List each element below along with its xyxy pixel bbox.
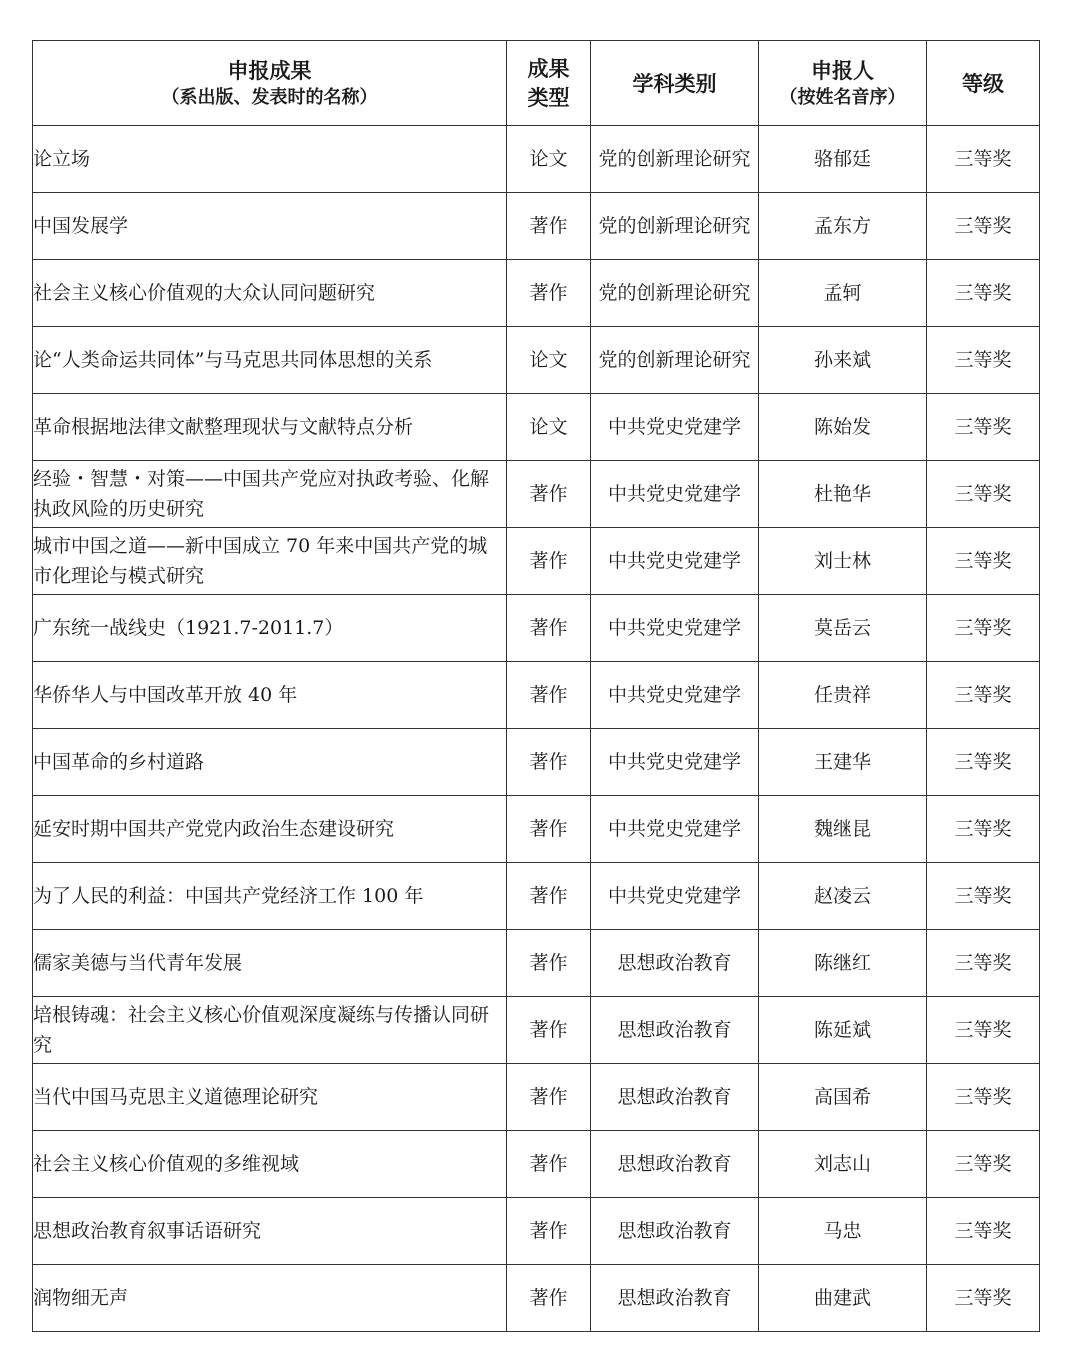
cell-grade: 三等奖 [927, 1198, 1040, 1265]
table-body [33, 126, 1040, 1332]
cell-grade: 三等奖 [927, 461, 1040, 528]
cell-title: 华侨华人与中国改革开放 40 年 [33, 662, 507, 729]
cell-type: 著作 [507, 796, 591, 863]
table-row [33, 327, 1040, 394]
header-applicant-sub: （按姓名音序） [779, 86, 906, 108]
cell-applicant: 孟轲 [759, 260, 927, 327]
cell-applicant: 赵凌云 [759, 863, 927, 930]
cell-type: 论文 [507, 327, 591, 394]
cell-grade: 三等奖 [927, 997, 1040, 1064]
cell-subject: 党的创新理论研究 [591, 260, 759, 327]
cell-applicant: 王建华 [759, 729, 927, 796]
cell-subject: 中共党史党建学 [591, 595, 759, 662]
cell-grade: 三等奖 [927, 126, 1040, 193]
cell-subject: 中共党史党建学 [591, 394, 759, 461]
table-row [33, 461, 1040, 528]
cell-title: 广东统一战线史（1921.7-2011.7） [33, 595, 507, 662]
cell-type: 著作 [507, 662, 591, 729]
cell-subject: 思想政治教育 [591, 997, 759, 1064]
cell-grade: 三等奖 [927, 1265, 1040, 1332]
cell-grade: 三等奖 [927, 1131, 1040, 1198]
cell-applicant: 刘士林 [759, 528, 927, 595]
header-title-main: 申报成果 [227, 57, 312, 83]
cell-type: 著作 [507, 1198, 591, 1265]
header-applicant-main: 申报人 [811, 57, 874, 83]
cell-grade: 三等奖 [927, 193, 1040, 260]
cell-subject: 思想政治教育 [591, 1131, 759, 1198]
cell-type: 著作 [507, 1131, 591, 1198]
cell-type: 著作 [507, 1064, 591, 1131]
table-row [33, 930, 1040, 997]
cell-grade: 三等奖 [927, 729, 1040, 796]
cell-type: 著作 [507, 1265, 591, 1332]
table-row [33, 662, 1040, 729]
cell-grade: 三等奖 [927, 595, 1040, 662]
cell-subject: 党的创新理论研究 [591, 327, 759, 394]
table-row [33, 528, 1040, 595]
cell-grade: 三等奖 [927, 1064, 1040, 1131]
cell-title: 论“人类命运共同体”与马克思共同体思想的关系 [33, 327, 507, 394]
cell-applicant: 孙来斌 [759, 327, 927, 394]
cell-type: 论文 [507, 394, 591, 461]
cell-applicant: 陈始发 [759, 394, 927, 461]
table-row [33, 863, 1040, 930]
cell-type: 著作 [507, 461, 591, 528]
cell-type: 著作 [507, 260, 591, 327]
cell-title: 为了人民的利益：中国共产党经济工作 100 年 [33, 863, 507, 930]
cell-subject: 党的创新理论研究 [591, 193, 759, 260]
cell-subject: 中共党史党建学 [591, 863, 759, 930]
cell-grade: 三等奖 [927, 863, 1040, 930]
cell-grade: 三等奖 [927, 662, 1040, 729]
cell-subject: 中共党史党建学 [591, 528, 759, 595]
cell-grade: 三等奖 [927, 930, 1040, 997]
header-subject: 学科类别 [591, 41, 759, 126]
cell-subject: 中共党史党建学 [591, 796, 759, 863]
table-row [33, 394, 1040, 461]
cell-grade: 三等奖 [927, 796, 1040, 863]
cell-type: 著作 [507, 528, 591, 595]
header-type-line2: 类型 [527, 85, 570, 110]
cell-type: 著作 [507, 729, 591, 796]
cell-title: 论立场 [33, 126, 507, 193]
cell-title: 润物细无声 [33, 1265, 507, 1332]
cell-applicant: 莫岳云 [759, 595, 927, 662]
cell-title: 社会主义核心价值观的多维视域 [33, 1131, 507, 1198]
cell-title: 社会主义核心价值观的大众认同问题研究 [33, 260, 507, 327]
header-title-sub: （系出版、发表时的名称） [161, 86, 378, 108]
cell-subject: 思想政治教育 [591, 1265, 759, 1332]
cell-grade: 三等奖 [927, 260, 1040, 327]
header-row [33, 41, 1040, 126]
cell-subject: 中共党史党建学 [591, 729, 759, 796]
table-header [33, 41, 1040, 126]
cell-type: 论文 [507, 126, 591, 193]
cell-title: 中国革命的乡村道路 [33, 729, 507, 796]
cell-applicant: 杜艳华 [759, 461, 927, 528]
table-row [33, 126, 1040, 193]
table-row [33, 1064, 1040, 1131]
header-type [507, 41, 591, 126]
cell-applicant: 陈延斌 [759, 997, 927, 1064]
cell-type: 著作 [507, 863, 591, 930]
header-grade: 等级 [927, 41, 1040, 126]
cell-title: 延安时期中国共产党党内政治生态建设研究 [33, 796, 507, 863]
cell-subject: 中共党史党建学 [591, 662, 759, 729]
cell-title: 当代中国马克思主义道德理论研究 [33, 1064, 507, 1131]
cell-applicant: 陈继红 [759, 930, 927, 997]
awards-table [32, 40, 1040, 1332]
cell-type: 著作 [507, 930, 591, 997]
cell-applicant: 任贵祥 [759, 662, 927, 729]
cell-applicant: 骆郁廷 [759, 126, 927, 193]
cell-type: 著作 [507, 595, 591, 662]
cell-title: 儒家美德与当代青年发展 [33, 930, 507, 997]
table-row [33, 1198, 1040, 1265]
header-type-line1: 成果 [527, 56, 570, 81]
table-row [33, 595, 1040, 662]
cell-grade: 三等奖 [927, 528, 1040, 595]
cell-applicant: 刘志山 [759, 1131, 927, 1198]
cell-title: 城市中国之道——新中国成立 70 年来中国共产党的城市化理论与模式研究 [33, 528, 507, 595]
cell-title: 中国发展学 [33, 193, 507, 260]
cell-title: 经验・智慧・对策——中国共产党应对执政考验、化解执政风险的历史研究 [33, 461, 507, 528]
cell-applicant: 魏继昆 [759, 796, 927, 863]
header-title [33, 41, 507, 126]
cell-grade: 三等奖 [927, 394, 1040, 461]
cell-subject: 思想政治教育 [591, 1198, 759, 1265]
cell-type: 著作 [507, 193, 591, 260]
table-row [33, 796, 1040, 863]
table-row [33, 260, 1040, 327]
cell-subject: 思想政治教育 [591, 930, 759, 997]
header-applicant [759, 41, 927, 126]
cell-applicant: 马忠 [759, 1198, 927, 1265]
cell-applicant: 高国希 [759, 1064, 927, 1131]
cell-subject: 中共党史党建学 [591, 461, 759, 528]
cell-title: 革命根据地法律文献整理现状与文献特点分析 [33, 394, 507, 461]
cell-title: 思想政治教育叙事话语研究 [33, 1198, 507, 1265]
table-row [33, 1131, 1040, 1198]
table-row [33, 1265, 1040, 1332]
cell-title: 培根铸魂：社会主义核心价值观深度凝练与传播认同研究 [33, 997, 507, 1064]
cell-applicant: 孟东方 [759, 193, 927, 260]
table-row [33, 729, 1040, 796]
table-row [33, 193, 1040, 260]
cell-type: 著作 [507, 997, 591, 1064]
cell-subject: 党的创新理论研究 [591, 126, 759, 193]
table-row [33, 997, 1040, 1064]
cell-subject: 思想政治教育 [591, 1064, 759, 1131]
cell-grade: 三等奖 [927, 327, 1040, 394]
cell-applicant: 曲建武 [759, 1265, 927, 1332]
